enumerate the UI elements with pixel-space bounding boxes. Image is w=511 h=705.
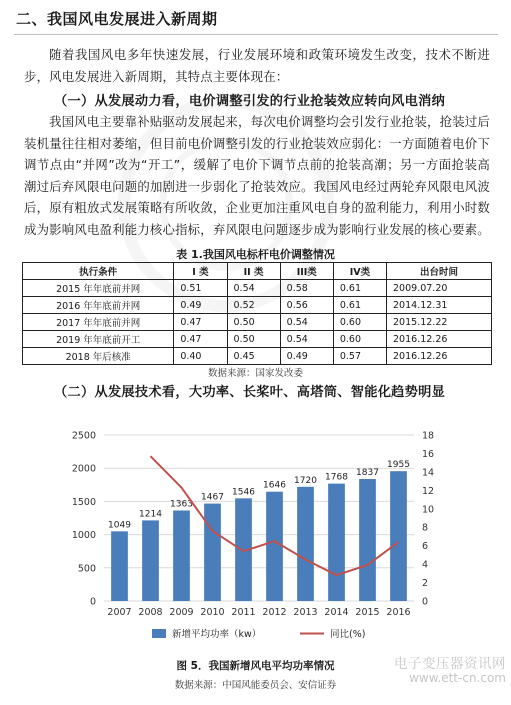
bar xyxy=(111,531,128,601)
table-cell: 0.61 xyxy=(333,297,386,314)
y-right-tick-label: 8 xyxy=(422,522,429,534)
table-header: 执行条件 xyxy=(23,263,174,280)
bar xyxy=(266,492,283,601)
table-cell: 2016.12.26 xyxy=(387,331,492,348)
bar-value-label: 1546 xyxy=(232,487,255,498)
y-left-tick-label: 500 xyxy=(77,563,96,575)
table-cell: 2009.07.20 xyxy=(387,280,492,297)
bar xyxy=(359,479,376,601)
x-tick-label: 2011 xyxy=(231,607,256,618)
table-header: 出台时间 xyxy=(387,263,492,280)
table-cell: 0.49 xyxy=(174,297,227,314)
table-header-row xyxy=(23,263,492,280)
table-cell: 0.54 xyxy=(227,280,280,297)
legend-bar-label: 新增平均功率（kw） xyxy=(172,629,262,640)
y-right-tick-label: 4 xyxy=(422,559,429,571)
table-cell: 0.45 xyxy=(227,348,280,365)
y-right-tick-label: 10 xyxy=(422,504,435,516)
subsection1-title: （一）从发展动力看，电价调整引发的行业抢装效应转向风电消纳 xyxy=(54,94,446,109)
x-tick-label: 2007 xyxy=(107,607,132,618)
y-right-tick-label: 2 xyxy=(422,578,429,590)
subsection2-title: （二）从发展技术看，大功率、长桨叶、高塔筒、智能化趋势明显 xyxy=(54,385,446,400)
table-cell: 0.61 xyxy=(333,280,386,297)
site-watermark-name: 电子变压器资讯网 xyxy=(394,656,506,672)
table-source: 数据来源：国家发改委 xyxy=(207,368,303,379)
y-left-tick-label: 1500 xyxy=(71,496,96,508)
bar xyxy=(204,504,221,601)
table-cell: 2015.12.22 xyxy=(387,314,492,331)
x-tick-label: 2010 xyxy=(200,607,225,618)
table-row xyxy=(23,348,492,365)
table-header: III类 xyxy=(280,263,333,280)
table-cell: 0.50 xyxy=(227,314,280,331)
bar-value-label: 1363 xyxy=(170,499,193,510)
y-right-tick-label: 12 xyxy=(422,485,435,497)
bar-value-label: 1837 xyxy=(356,468,379,479)
bar-value-label: 1955 xyxy=(387,460,410,471)
table-header: II 类 xyxy=(227,263,280,280)
x-tick-label: 2013 xyxy=(293,607,318,618)
table-cell: 0.51 xyxy=(174,280,227,297)
section-title: 二、我国风电发展进入新周期 xyxy=(16,10,218,28)
table-cell: 0.60 xyxy=(333,314,386,331)
x-tick-label: 2012 xyxy=(262,607,287,618)
table-cell: 0.47 xyxy=(174,314,227,331)
legend-line-label: 同比(%) xyxy=(330,629,366,640)
figure-source: 数据来源：中国风能委员会、安信证券 xyxy=(174,680,337,691)
subsection1-paragraph: 我国风电主要靠补贴驱动发展起来，每次电价调整均会引发行业抢装，抢装过后装机量往往相对萎缩，但目前电价调整引发的行业抢装效应弱化：一方面随着电价下调节点由“并网”改为“开工”，缓解了电价下调节点前的抢装高潮；另一方面抢装高潮过后弃风限电问题的加剧进一步弱化了抢装效应。我国风电经过两轮弃风限电风波后，原有粗放式发展策略有所收敛，企业更加注重风电自身的盈利能力，利用小时数成为影响风电盈利能力核心指标，弃风限电问题逐步成为影响行业发展的核心要素。 xyxy=(24,114,490,237)
table-cell: 2017 年年底前并网 xyxy=(23,314,174,331)
table-cell: 2016 年年底前并网 xyxy=(23,297,174,314)
y-right-tick-label: 14 xyxy=(422,467,435,479)
y-right-tick-label: 0 xyxy=(422,596,429,608)
table-cell: 2019 年年底前开工 xyxy=(23,331,174,348)
table-row xyxy=(23,280,492,297)
x-tick-label: 2009 xyxy=(169,607,194,618)
feed-in-tariff-table xyxy=(22,262,492,365)
table-cell: 0.56 xyxy=(280,297,333,314)
bar-value-label: 1646 xyxy=(263,480,286,491)
table-cell: 0.60 xyxy=(333,331,386,348)
bar xyxy=(173,510,190,601)
table-cell: 0.58 xyxy=(280,280,333,297)
table-cell: 0.40 xyxy=(174,348,227,365)
bar-value-label: 1768 xyxy=(325,472,348,483)
x-tick-label: 2016 xyxy=(386,607,411,618)
table-cell: 2015 年年底前并网 xyxy=(23,280,174,297)
table-cell: 0.49 xyxy=(280,348,333,365)
y-right-tick-label: 16 xyxy=(422,448,435,460)
bar xyxy=(390,471,407,601)
table-caption: 表 1.我国风电标杆电价调整情况 xyxy=(176,248,335,261)
bar-value-label: 1467 xyxy=(201,492,224,503)
y-left-tick-label: 2500 xyxy=(71,430,96,442)
bar xyxy=(297,487,314,601)
bar xyxy=(142,520,159,601)
table-cell: 0.52 xyxy=(227,297,280,314)
y-right-tick-label: 18 xyxy=(422,430,435,442)
y-left-tick-label: 1000 xyxy=(71,530,96,542)
table-cell: 0.47 xyxy=(174,331,227,348)
bar-value-label: 1049 xyxy=(108,520,131,531)
x-tick-label: 2015 xyxy=(355,607,380,618)
table-cell: 0.54 xyxy=(280,331,333,348)
table-row xyxy=(23,297,492,314)
legend-bar-swatch xyxy=(152,629,166,638)
title-divider xyxy=(14,34,498,35)
bar-value-label: 1214 xyxy=(139,509,162,520)
power-chart xyxy=(0,425,511,653)
table-cell: 0.50 xyxy=(227,331,280,348)
table-header: IV类 xyxy=(333,263,386,280)
table-cell: 2018 年后核准 xyxy=(23,348,174,365)
y-right-tick-label: 6 xyxy=(422,541,429,553)
table-header: I 类 xyxy=(174,263,227,280)
y-left-tick-label: 2000 xyxy=(71,463,96,475)
table-cell: 0.57 xyxy=(333,348,386,365)
bar-value-label: 1720 xyxy=(294,475,317,486)
table-row xyxy=(23,314,492,331)
site-watermark-url: www.ett-cn.com xyxy=(409,671,506,685)
table-cell: 2016.12.26 xyxy=(387,348,492,365)
table-cell: 2014.12.31 xyxy=(387,297,492,314)
x-tick-label: 2008 xyxy=(138,607,163,618)
table-cell: 0.54 xyxy=(280,314,333,331)
figure-caption: 图 5．我国新增风电平均功率情况 xyxy=(176,660,335,672)
bar xyxy=(328,484,345,601)
x-tick-label: 2014 xyxy=(324,607,349,618)
table-row xyxy=(23,331,492,348)
intro-paragraph: 随着我国风电多年快速发展，行业发展环境和政策环境发生改变，技术不断进步，风电发展进入新周期，其特点主要体现在： xyxy=(24,47,490,84)
y-left-tick-label: 0 xyxy=(89,596,96,608)
